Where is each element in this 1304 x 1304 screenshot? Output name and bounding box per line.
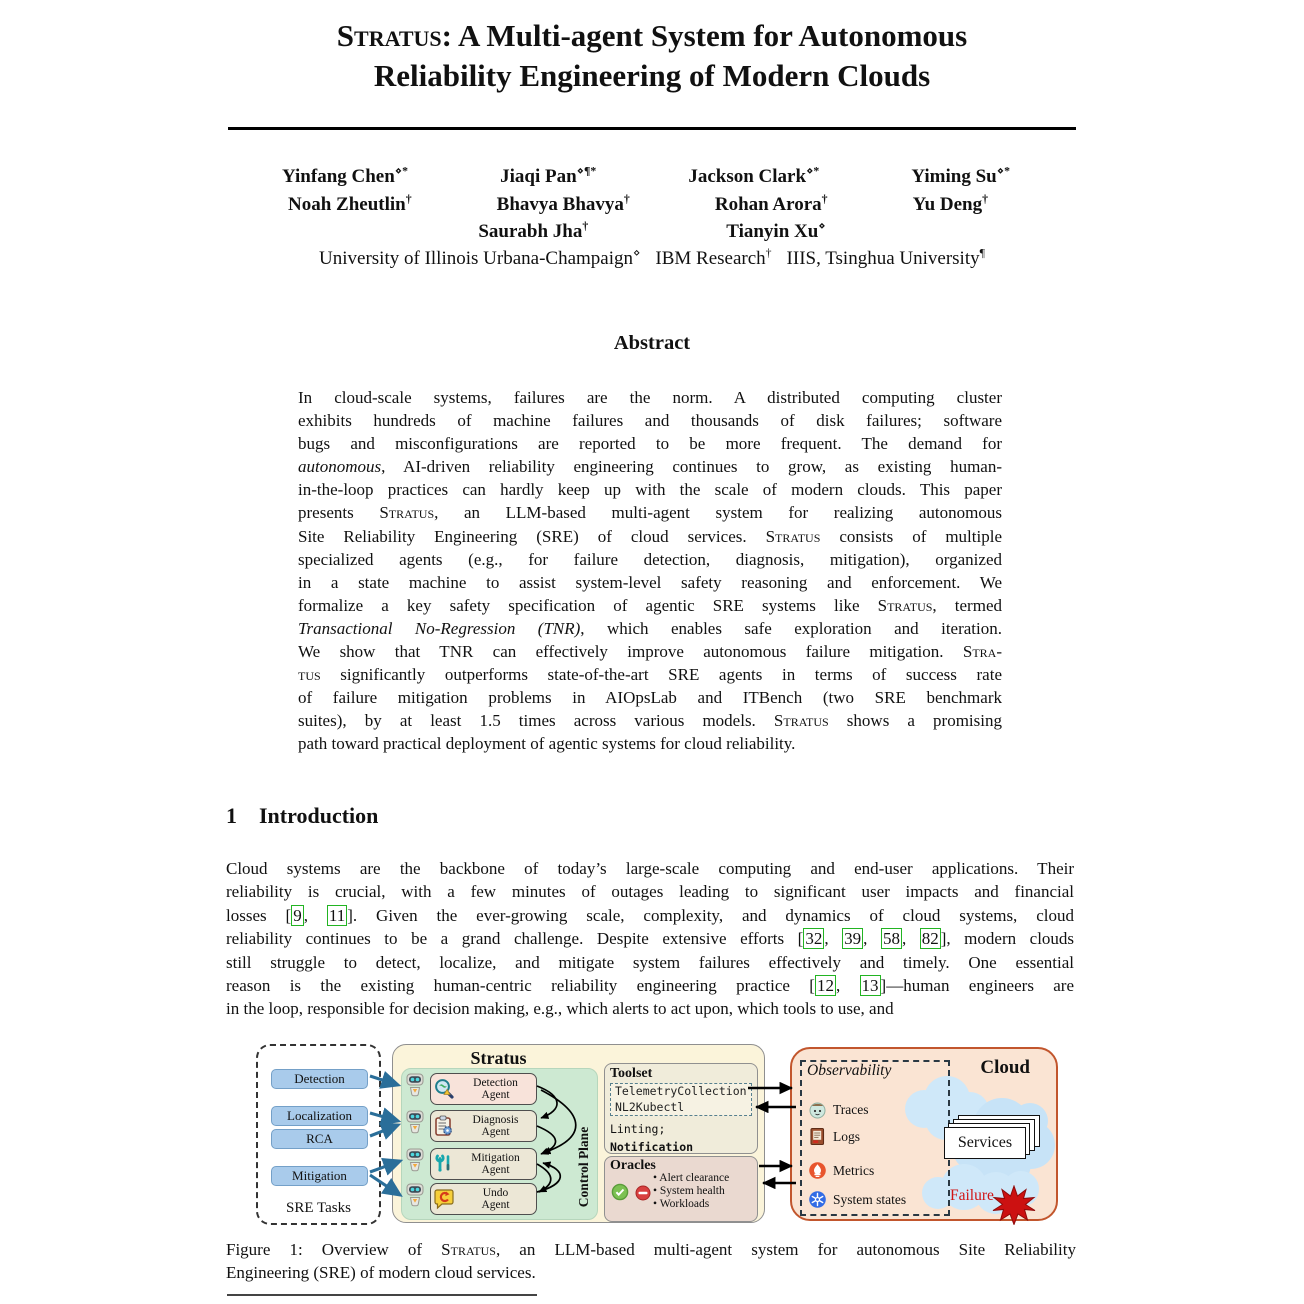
task-detection: Detection — [271, 1069, 368, 1089]
citation-link[interactable]: 12 — [816, 976, 834, 996]
text-line — [298, 525, 1002, 548]
task-mitigation: Mitigation — [271, 1166, 368, 1186]
obs-item-logs: Logs — [833, 1129, 860, 1144]
toolset-other-tools — [610, 1120, 752, 1156]
text-segment: Stratus — [877, 595, 933, 615]
footnote-rule — [227, 1294, 537, 1296]
oracle-item: • Workloads — [653, 1198, 729, 1211]
text-segment: bugs and misconfigurations are reported to be more frequent. The demand for — [298, 434, 1002, 454]
clipboard-gear-icon — [433, 1115, 455, 1137]
text-segment: shows a promising — [828, 711, 1002, 731]
text-segment: , — [901, 929, 920, 949]
text-line — [298, 663, 1002, 686]
text-segment: Transactional No-Regression (TNR) — [298, 618, 581, 638]
author-name: Tianyin Xu⋄ — [726, 219, 826, 242]
text-line — [226, 880, 1074, 903]
text-line — [226, 974, 1074, 997]
text-segment: , an LLM-based multi-agent system for autonomous Site Reliability — [495, 1240, 1076, 1259]
robot-icon — [406, 1148, 424, 1174]
author-name: IBM Research† — [655, 246, 772, 269]
citation-link[interactable]: 58 — [882, 929, 900, 949]
text-segment: Cloud systems are the backbone of today’s large-scale computing and end-user applications. Their — [226, 859, 1074, 878]
text-segment: We show that TNR can effectively improve autonomous failure mitigation. — [298, 642, 963, 662]
services-card-front: Services — [944, 1127, 1026, 1159]
author-name: Jackson Clark⋄* — [688, 164, 820, 187]
text-segment: Reliability Engineering of Modern Clouds — [373, 58, 931, 93]
text-segment: , — [824, 929, 843, 949]
text-segment: In cloud-scale systems, failures are the norm. A distributed computing cluster — [298, 388, 1002, 407]
text-line — [298, 617, 1002, 640]
text-segment: consists of multiple — [820, 526, 1002, 546]
text-segment: formalize a key safety specification of agentic SRE systems like — [298, 595, 878, 615]
text-segment: , — [863, 929, 881, 949]
author-superscript: ¶ — [979, 246, 985, 260]
section-heading-introduction — [226, 803, 378, 829]
text-line — [298, 386, 1002, 409]
text-segment: significantly outperforms state-of-the-art SRE agents in terms of success rate — [320, 665, 1002, 685]
abstract-body — [298, 386, 1002, 756]
text-line — [228, 16, 1076, 56]
authors-row-3 — [228, 221, 1076, 243]
services-stack — [944, 1115, 1044, 1163]
text-segment: suites), by at least 1.5 times across various models. — [298, 711, 774, 731]
citation-link[interactable]: 9 — [293, 905, 302, 925]
text-segment: tus — [298, 665, 321, 685]
robot-icon — [406, 1183, 424, 1209]
agent-name: Agent — [481, 1089, 510, 1101]
text-line — [298, 432, 1002, 455]
text-segment: , an LLM-based multi-agent system for realizing autonomous — [434, 503, 1002, 523]
text-segment: Stratus — [441, 1240, 496, 1259]
cloud-title: Cloud — [980, 1057, 1030, 1078]
text-line — [298, 709, 1002, 732]
text-segment: losses [ — [226, 905, 292, 925]
author-superscript: † — [821, 192, 828, 206]
author-superscript: † — [405, 192, 412, 206]
text-segment: reliability continues to be a grand challenge. Despite extensive efforts [ — [226, 929, 804, 949]
agent-name: Mitigation — [471, 1151, 520, 1164]
text-line — [226, 1238, 1076, 1261]
sre-tasks-box — [256, 1044, 381, 1225]
author-name: Yiming Su⋄* — [911, 164, 1010, 187]
authors-row-1 — [282, 166, 1010, 188]
text-segment: in a state machine to assist system-level safety reasoning and enforcement. We — [298, 572, 1002, 592]
text-segment: Engineering (SRE) of modern cloud services. — [226, 1263, 536, 1283]
text-segment: presents — [298, 503, 380, 523]
abstract-heading: Abstract — [613, 332, 691, 354]
text-line — [226, 997, 1074, 1020]
obs-item-traces: Traces — [833, 1102, 869, 1117]
kubernetes-wheel-icon — [808, 1190, 827, 1209]
prometheus-flame-icon — [808, 1161, 827, 1180]
text-line — [298, 478, 1002, 501]
observability-title: Observability — [807, 1062, 892, 1079]
text-segment: in the loop, responsible for decision making, e.g., which alerts to act upon, which tools to use, and — [226, 999, 894, 1019]
text-line — [298, 732, 1002, 755]
undo-agent-box — [430, 1183, 537, 1215]
task-rca: RCA — [271, 1129, 368, 1149]
text-line — [298, 640, 1002, 663]
text-line — [298, 455, 1002, 478]
title-rule — [228, 127, 1076, 130]
author-superscript: † — [765, 246, 772, 260]
mitigation-agent-box — [430, 1148, 537, 1180]
author-name: Yinfang Chen⋄* — [282, 164, 409, 187]
oracle-item: • Alert clearance — [653, 1172, 729, 1185]
text-segment: in-the-loop practices can hardly keep up with the scale of modern clouds. This paper — [298, 480, 1002, 500]
toolset-title: Toolset — [610, 1066, 653, 1081]
text-line — [298, 594, 1002, 617]
author-name: Noah Zheutlin† — [288, 192, 412, 215]
robot-icon — [406, 1073, 424, 1099]
diagnosis-agent-box — [430, 1110, 537, 1142]
text-segment: , — [835, 976, 860, 996]
detection-agent-box — [430, 1073, 537, 1105]
author-superscript: ⋄¶* — [576, 164, 597, 178]
text-segment: Site Reliability Engineering (SRE) of cloud services. — [298, 526, 766, 546]
failure-burst-icon — [992, 1185, 1036, 1225]
intro-body — [226, 857, 1074, 1021]
citation-link[interactable]: 11 — [328, 905, 346, 925]
sre-tasks-label: SRE Tasks — [286, 1200, 351, 1216]
text-segment: ]. Given the ever-growing scale, complexity, and dynamics of cloud systems, cloud — [347, 905, 1074, 925]
authors-row-2 — [288, 194, 988, 216]
text-line — [298, 409, 1002, 432]
oracles-box — [604, 1156, 758, 1222]
failure-label: Failure — [950, 1187, 994, 1204]
control-plane-label: Control Plane — [576, 1126, 591, 1208]
text-segment: ]—human engineers are — [880, 976, 1075, 996]
author-superscript: ⋄* — [806, 164, 820, 178]
author-name: Jiaqi Pan⋄¶* — [500, 164, 597, 187]
check-badge-icon — [611, 1183, 629, 1201]
author-name: Bhavya Bhavya† — [496, 192, 630, 215]
text-segment: reliability is crucial, with a few minutes of outages leading to significant user impacts and financial — [226, 882, 1074, 902]
text-segment: Stratus — [379, 503, 435, 523]
citation-link[interactable]: 82 — [921, 929, 939, 949]
agent-name: Diagnosis — [472, 1113, 519, 1126]
observability-box — [800, 1060, 950, 1216]
obs-item-metrics: Metrics — [833, 1163, 875, 1178]
text-line — [298, 548, 1002, 571]
text-segment: ], modern clouds — [940, 929, 1075, 949]
text-segment: , AI-driven reliability engineering continues to grow, as existing human- — [381, 457, 1002, 477]
author-superscript: ⋄* — [996, 164, 1010, 178]
magnifier-bug-icon — [433, 1078, 455, 1100]
text-segment: Stratus — [765, 526, 821, 546]
robot-icon — [406, 1110, 424, 1136]
author-superscript: † — [982, 192, 988, 206]
figure-caption — [226, 1238, 1076, 1284]
citation-link[interactable]: 32 — [805, 929, 823, 949]
section-title: Introduction — [259, 803, 379, 828]
text-segment: specialized agents (e.g., for failure detection, diagnosis, mitigation), organized — [298, 549, 1002, 569]
toolset-dashed-tools — [610, 1083, 752, 1116]
text-segment: , which enables safe exploration and iteration. — [580, 618, 1002, 638]
no-entry-icon — [635, 1185, 651, 1201]
author-name: University of Illinois Urbana-Champaign⋄ — [319, 246, 641, 269]
text-line — [226, 951, 1074, 974]
agent-name: Detection — [473, 1076, 518, 1089]
text-segment: Notification — [610, 1140, 694, 1154]
oracles-title: Oracles — [610, 1158, 656, 1173]
wrench-tools-icon — [433, 1153, 455, 1175]
author-name: Rohan Arora† — [714, 192, 828, 215]
text-line — [226, 927, 1074, 950]
citation-link[interactable]: 39 — [844, 929, 862, 949]
stratus-title: Stratus — [470, 1048, 527, 1068]
text-line — [226, 1261, 1076, 1284]
text-segment: Stra- — [962, 642, 1002, 662]
text-line — [298, 686, 1002, 709]
text-line — [298, 501, 1002, 524]
control-plane-panel — [401, 1068, 598, 1220]
oracle-item: • System health — [653, 1185, 729, 1198]
tool-nl2kubectl: NL2Kubectl — [615, 1099, 685, 1114]
agent-name: Undo — [482, 1186, 509, 1199]
task-localization: Localization — [271, 1106, 368, 1126]
text-line — [228, 56, 1076, 96]
text-line — [226, 857, 1074, 880]
text-segment: exhibits hundreds of machine failures and thousands of disk failures; software — [298, 411, 1002, 431]
section-number: 1 — [226, 803, 237, 828]
text-segment: Stratus — [773, 711, 829, 731]
text-segment: of failure mitigation problems in AIOpsLab and ITBench (two SRE benchmark — [298, 688, 1002, 708]
author-superscript: ⋄ — [818, 219, 826, 233]
figure-1 — [250, 1042, 1062, 1228]
text-segment: Stratus — [336, 18, 442, 53]
author-name: Saurabh Jha† — [478, 219, 589, 242]
agent-name: Agent — [481, 1126, 510, 1138]
obs-item-system-states: System states — [833, 1192, 907, 1207]
text-segment: path toward practical deployment of agentic systems for cloud reliability. — [298, 734, 796, 754]
text-segment: autonomous — [298, 457, 382, 477]
affiliations — [228, 248, 1076, 270]
author-superscript: † — [623, 192, 630, 206]
author-superscript: ⋄ — [633, 246, 641, 260]
agent-name: Agent — [481, 1164, 510, 1176]
text-segment: Linting; — [610, 1122, 666, 1136]
oracle-bullet-list — [653, 1172, 729, 1211]
text-segment: Figure 1: Overview of — [226, 1240, 442, 1259]
author-name: Yu Deng† — [912, 192, 988, 215]
text-line — [226, 904, 1074, 927]
log-document-icon — [808, 1127, 827, 1146]
agent-name: Agent — [481, 1199, 510, 1211]
text-segment: : A Multi-agent System for Autonomous — [441, 18, 968, 53]
author-superscript: ⋄* — [394, 164, 409, 178]
jaeger-mascot-icon — [808, 1100, 827, 1119]
author-superscript: † — [582, 219, 589, 233]
text-line — [298, 571, 1002, 594]
undo-bubble-icon — [433, 1188, 455, 1210]
tool-telemetrycollection: TelemetryCollection — [615, 1084, 747, 1098]
cloud-box — [790, 1047, 1058, 1221]
stratus-box — [392, 1044, 765, 1223]
text-segment: reason is the existing human-centric reliability engineering practice [ — [226, 976, 815, 996]
author-name: IIIS, Tsinghua University¶ — [786, 246, 985, 269]
citation-link[interactable]: 13 — [861, 976, 879, 996]
text-segment: , termed — [932, 595, 1002, 615]
text-segment: still struggle to detect, localize, and mitigate system failures effectively and timely. One essential — [226, 952, 1074, 972]
toolset-box — [604, 1063, 758, 1154]
paper-title — [228, 16, 1076, 96]
text-segment: , — [303, 905, 327, 925]
